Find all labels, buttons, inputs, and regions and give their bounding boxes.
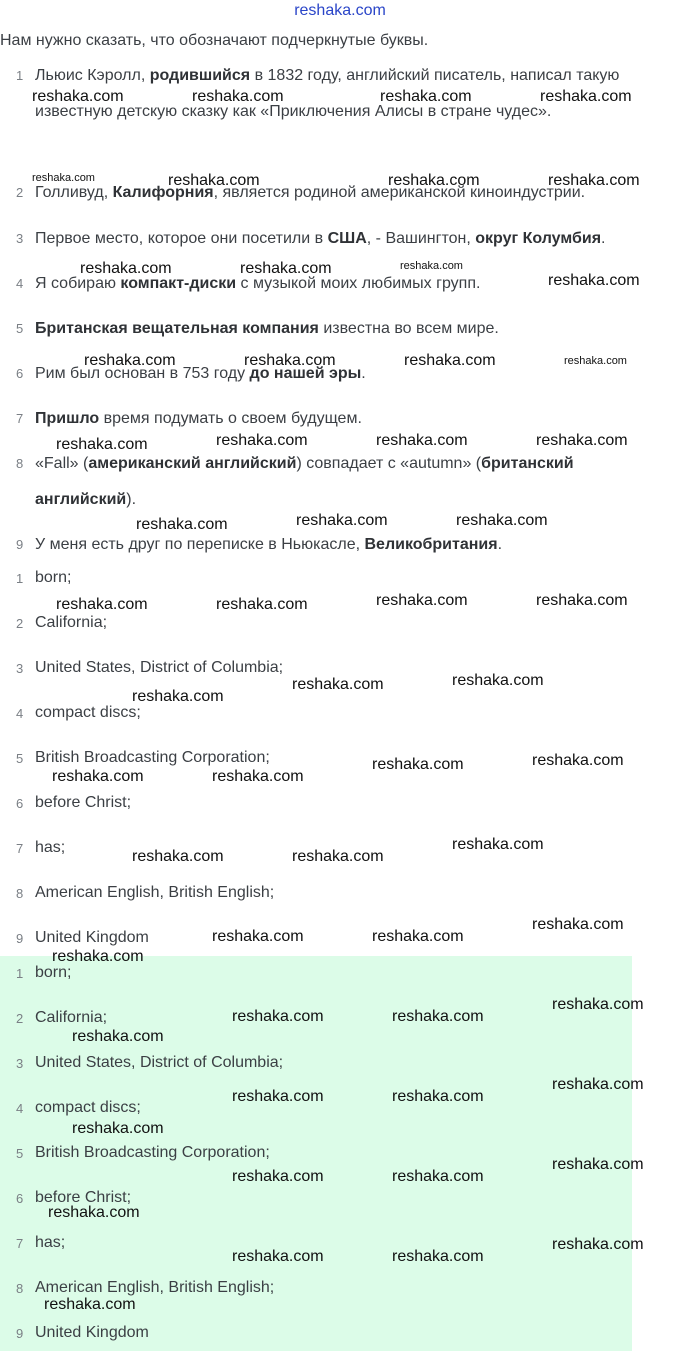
watermark: reshaka.com	[452, 836, 544, 853]
watermark: reshaka.com	[32, 88, 124, 105]
question-fragment: Голливуд,	[35, 184, 113, 201]
watermark: reshaka.com	[232, 1008, 324, 1025]
task-intro: Нам нужно сказать, что обозначают подчеркнутые буквы.	[0, 32, 429, 49]
answer-text: before Christ;	[35, 1189, 132, 1206]
watermark: reshaka.com	[532, 752, 624, 769]
question-number: 8	[16, 456, 24, 471]
answer-number: 4	[16, 706, 24, 721]
watermark: reshaka.com	[564, 355, 627, 367]
question-fragment: время подумать о своем будущем.	[99, 410, 362, 427]
watermark: reshaka.com	[244, 352, 336, 369]
watermark: reshaka.com	[452, 672, 544, 689]
question-fragment: Рим был основан в 753 году	[35, 365, 250, 382]
answer-text: United Kingdom	[35, 929, 149, 946]
watermark: reshaka.com	[132, 688, 224, 705]
watermark: reshaka.com	[136, 516, 228, 533]
question-fragment: , является родиной американской киноиндустрии.	[213, 184, 586, 201]
question-number: 3	[16, 231, 24, 246]
answer-text: before Christ;	[35, 794, 132, 811]
question-fragment: , - Вашингтон,	[366, 230, 476, 247]
question-number: 1	[16, 68, 24, 83]
watermark: reshaka.com	[48, 1204, 140, 1221]
question-number: 4	[16, 276, 24, 291]
question-fragment: известна во всем мире.	[318, 320, 499, 337]
answer-number: 2	[16, 616, 24, 631]
highlighted-term: Пришло	[35, 410, 100, 427]
answer-number: 1	[16, 571, 24, 586]
question-fragment: .	[601, 230, 606, 247]
answer-number: 2	[16, 1011, 24, 1026]
watermark: reshaka.com	[552, 1236, 644, 1253]
highlighted-term: Калифорния	[112, 184, 214, 201]
watermark: reshaka.com	[400, 260, 463, 272]
watermark: reshaka.com	[84, 352, 176, 369]
question-fragment: ) совпадает с «autumn» (	[296, 455, 482, 472]
question-fragment: с музыкой моих любимых групп.	[236, 275, 481, 292]
answer-number: 6	[16, 796, 24, 811]
answer-number: 3	[16, 661, 24, 676]
answer-number: 4	[16, 1101, 24, 1116]
watermark: reshaka.com	[32, 172, 95, 184]
answer-text: United States, District of Columbia;	[35, 1054, 284, 1071]
question-fragment: У меня есть друг по переписке в Ньюкасле,	[35, 536, 365, 553]
watermark: reshaka.com	[536, 592, 628, 609]
watermark: reshaka.com	[552, 1076, 644, 1093]
watermark: reshaka.com	[240, 260, 332, 277]
highlighted-term: до нашей эры	[249, 365, 362, 382]
answer-text: American English, British English;	[35, 1279, 275, 1296]
answer-text: California;	[35, 614, 108, 631]
watermark: reshaka.com	[456, 512, 548, 529]
answer-text: British Broadcasting Corporation;	[35, 749, 270, 766]
answer-number: 8	[16, 886, 24, 901]
watermark: reshaka.com	[532, 916, 624, 933]
watermark: reshaka.com	[540, 88, 632, 105]
question-fragment: .	[497, 536, 503, 553]
watermark: reshaka.com	[232, 1248, 324, 1265]
watermark: reshaka.com	[56, 436, 148, 453]
question-number: 9	[16, 537, 24, 552]
watermark: reshaka.com	[192, 88, 284, 105]
highlighted-term: Великобритания	[364, 536, 498, 553]
watermark: reshaka.com	[552, 996, 644, 1013]
watermark: reshaka.com	[380, 88, 472, 105]
answer-text: British Broadcasting Corporation;	[35, 1144, 270, 1161]
watermark: reshaka.com	[52, 948, 144, 965]
site-header-link[interactable]: reshaka.com	[294, 2, 386, 19]
question-fragment: Льюис Кэролл,	[35, 67, 150, 84]
watermark: reshaka.com	[372, 756, 464, 773]
watermark: reshaka.com	[292, 848, 384, 865]
watermark: reshaka.com	[52, 768, 144, 785]
question-text	[35, 527, 665, 563]
question-number: 5	[16, 321, 24, 336]
watermark: reshaka.com	[72, 1120, 164, 1137]
highlighted-term: американский английский	[88, 455, 297, 472]
answer-text: born;	[35, 569, 72, 586]
watermark: reshaka.com	[216, 432, 308, 449]
answer-text: compact discs;	[35, 1099, 141, 1116]
question-fragment: в 1832 году, английский писатель, написал такую известную детскую сказку как «Приключения Алисы в стране чудес».	[35, 67, 620, 120]
watermark: reshaka.com	[232, 1168, 324, 1185]
watermark: reshaka.com	[292, 676, 384, 693]
watermark: reshaka.com	[376, 432, 468, 449]
question-text	[35, 221, 665, 257]
answer-number: 9	[16, 931, 24, 946]
answer-text: has;	[35, 1234, 66, 1251]
watermark: reshaka.com	[212, 928, 304, 945]
answer-number: 1	[16, 966, 24, 981]
watermark: reshaka.com	[80, 260, 172, 277]
question-number: 6	[16, 366, 24, 381]
answer-text: United States, District of Columbia;	[35, 659, 284, 676]
watermark: reshaka.com	[232, 1088, 324, 1105]
watermark: reshaka.com	[552, 1156, 644, 1173]
watermark: reshaka.com	[536, 432, 628, 449]
watermark: reshaka.com	[548, 272, 640, 289]
watermark: reshaka.com	[392, 1168, 484, 1185]
answer-number: 6	[16, 1191, 24, 1206]
answer-number: 7	[16, 1236, 24, 1251]
watermark: reshaka.com	[392, 1088, 484, 1105]
watermark: reshaka.com	[376, 592, 468, 609]
answer-number: 5	[16, 751, 24, 766]
watermark: reshaka.com	[404, 352, 496, 369]
highlighted-term: британский английский	[35, 455, 574, 508]
answer-text: American English, British English;	[35, 884, 275, 901]
question-number: 7	[16, 411, 24, 426]
highlighted-term: США	[327, 230, 367, 247]
highlighted-term: Британская вещательная компания	[35, 320, 319, 337]
watermark: reshaka.com	[212, 768, 304, 785]
watermark: reshaka.com	[548, 172, 640, 189]
answer-number: 8	[16, 1281, 24, 1296]
question-fragment: ).	[126, 491, 137, 508]
watermark: reshaka.com	[372, 928, 464, 945]
question-text	[35, 311, 665, 347]
question-text	[35, 446, 665, 518]
watermark: reshaka.com	[72, 1028, 164, 1045]
answer-number: 9	[16, 1326, 24, 1341]
question-fragment: .	[361, 365, 366, 382]
highlighted-term: родившийся	[149, 67, 251, 84]
answer-number: 3	[16, 1056, 24, 1071]
answer-number: 7	[16, 841, 24, 856]
answer-text: compact discs;	[35, 704, 141, 721]
watermark: reshaka.com	[132, 848, 224, 865]
watermark: reshaka.com	[388, 172, 480, 189]
watermark: reshaka.com	[296, 512, 388, 529]
question-fragment: Первое место, которое они посетили в	[35, 230, 328, 247]
highlighted-term: компакт-диски	[120, 275, 237, 292]
answer-text: has;	[35, 839, 66, 856]
answer-text: California;	[35, 1009, 108, 1026]
question-fragment: «Fall» (	[35, 455, 89, 472]
watermark: reshaka.com	[56, 596, 148, 613]
answer-text: United Kingdom	[35, 1324, 149, 1341]
answer-number: 5	[16, 1146, 24, 1161]
watermark: reshaka.com	[216, 596, 308, 613]
watermark: reshaka.com	[44, 1296, 136, 1313]
question-fragment: Я собираю	[35, 275, 121, 292]
question-number: 2	[16, 185, 24, 200]
watermark: reshaka.com	[392, 1248, 484, 1265]
watermark: reshaka.com	[168, 172, 260, 189]
highlighted-term: округ Колумбия	[475, 230, 602, 247]
answer-text: born;	[35, 964, 72, 981]
watermark: reshaka.com	[392, 1008, 484, 1025]
